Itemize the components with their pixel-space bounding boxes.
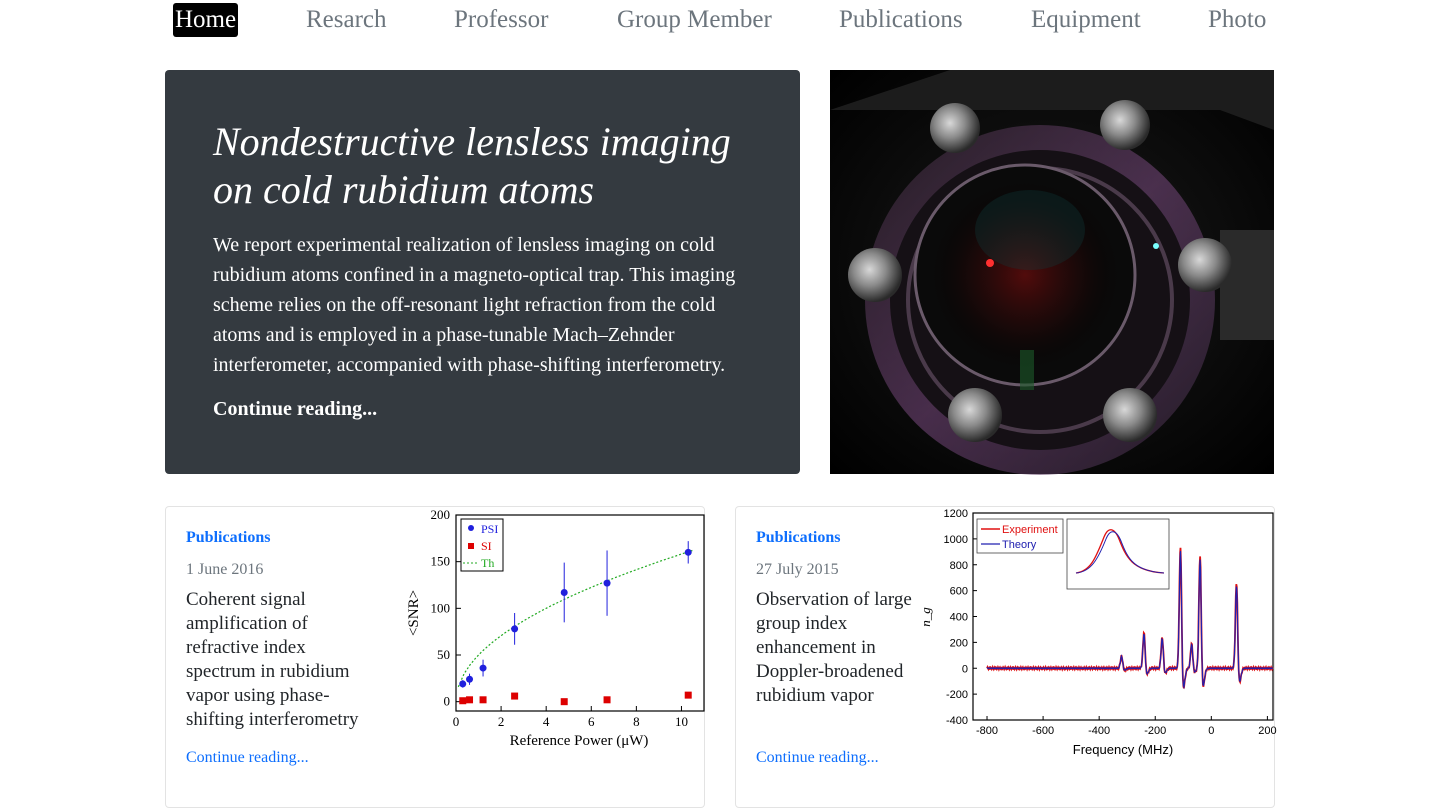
hero-continue-link[interactable]: Continue reading... — [213, 398, 378, 420]
y-tick-label: -400 — [945, 715, 968, 727]
card-category[interactable]: Publications — [186, 529, 271, 546]
y-axis-label: n_g — [918, 607, 933, 627]
y-tick-label: 0 — [961, 663, 968, 676]
x-axis-label: Frequency (MHz) — [1072, 742, 1174, 757]
y-tick-label: -200 — [945, 689, 968, 702]
legend-experiment: Experiment — [1002, 524, 1058, 536]
psi-point — [466, 676, 473, 683]
si-point — [459, 697, 466, 704]
hero-image — [830, 70, 1274, 474]
nav-research[interactable]: Resarch — [306, 6, 387, 33]
card-continue-link[interactable]: Continue reading... — [756, 749, 879, 766]
card-continue-link[interactable]: Continue reading... — [186, 749, 309, 766]
psi-point — [459, 680, 466, 687]
publication-card-2 — [735, 506, 1275, 808]
y-tick-label: 600 — [949, 585, 968, 598]
si-point — [511, 693, 518, 700]
hero-title: Nondestructive lensless imaging on cold rubidium atoms — [213, 119, 731, 212]
legend-psi: PSI — [481, 522, 499, 536]
card-date: 1 June 2016 — [186, 561, 264, 578]
y-tick-label: 50 — [437, 647, 450, 662]
x-axis-label: Reference Power (μW) — [509, 733, 649, 749]
y-tick-label: 0 — [443, 693, 450, 709]
si-point — [604, 696, 611, 703]
psi-point — [604, 580, 611, 587]
x-tick-label: 2 — [497, 714, 505, 729]
y-tick-label: 1200 — [943, 508, 968, 520]
y-tick-label: 200 — [949, 637, 968, 650]
legend-si: SI — [481, 539, 492, 553]
x-tick-label: 8 — [633, 714, 640, 729]
y-tick-label: 200 — [430, 507, 450, 522]
x-tick-label: 0 — [1208, 725, 1215, 737]
nav-publications[interactable]: Publications — [839, 6, 963, 33]
y-tick-label: 100 — [430, 600, 450, 616]
si-point — [480, 696, 487, 703]
hero-body: We report experimental realization of lensless imaging on cold rubidium atoms confined in a magneto-optical trap. This imaging scheme relies on the off-resonant light refraction from the cold atoms and is employed in a phase-tunable Mach–Zehnder interferometer, accompanied with phase-shifting interferometry. — [213, 234, 736, 376]
x-tick-label: -800 — [976, 725, 999, 737]
nav-professor[interactable]: Professor — [454, 6, 549, 33]
card-title: Coherent signal amplification of refractive index spectrum in rubidium vapor using phase-shifting interferometry — [186, 589, 359, 730]
y-tick-label: 800 — [949, 559, 968, 572]
nav-equipment[interactable]: Equipment — [1031, 6, 1141, 33]
psi-point — [685, 549, 692, 556]
x-tick-label: -400 — [1088, 725, 1111, 737]
x-tick-label: -200 — [1144, 725, 1167, 737]
group-index-chart — [918, 507, 1277, 762]
main-nav — [0, 0, 1440, 50]
x-tick-label: 4 — [542, 714, 550, 729]
x-tick-label: 10 — [674, 714, 688, 729]
si-point — [466, 696, 473, 703]
vacuum-chamber-photo — [830, 70, 1274, 474]
legend-psi-marker — [468, 525, 474, 531]
x-tick-label: 0 — [452, 714, 460, 729]
x-tick-label: 200 — [1258, 725, 1277, 737]
psi-point — [480, 665, 487, 672]
legend-si-marker — [468, 543, 474, 549]
y-tick-label: 400 — [949, 611, 968, 624]
card-date: 27 July 2015 — [756, 561, 839, 578]
snr-chart — [401, 507, 701, 752]
y-tick-label: 1000 — [943, 533, 968, 546]
hero-jumbotron — [165, 70, 800, 474]
psi-point — [561, 589, 568, 596]
publication-card-1 — [165, 506, 705, 808]
psi-point — [511, 625, 518, 632]
nav-group-member[interactable]: Group Member — [617, 6, 772, 33]
card-category[interactable]: Publications — [756, 529, 841, 546]
nav-home[interactable]: Home — [173, 3, 238, 37]
y-tick-label: 150 — [430, 553, 450, 569]
legend-th: Th — [481, 556, 495, 570]
x-tick-label: 6 — [588, 714, 595, 729]
si-point — [685, 692, 692, 699]
si-point — [561, 698, 568, 705]
y-axis-label: <SNR> — [406, 589, 422, 637]
card-title: Observation of large group index enhancement in Doppler-broadened rubidium vapor — [756, 589, 912, 706]
legend-theory: Theory — [1002, 539, 1037, 551]
inset-plot — [1067, 519, 1169, 589]
nav-photo[interactable]: Photo — [1208, 6, 1267, 33]
x-tick-label: -600 — [1032, 725, 1055, 737]
